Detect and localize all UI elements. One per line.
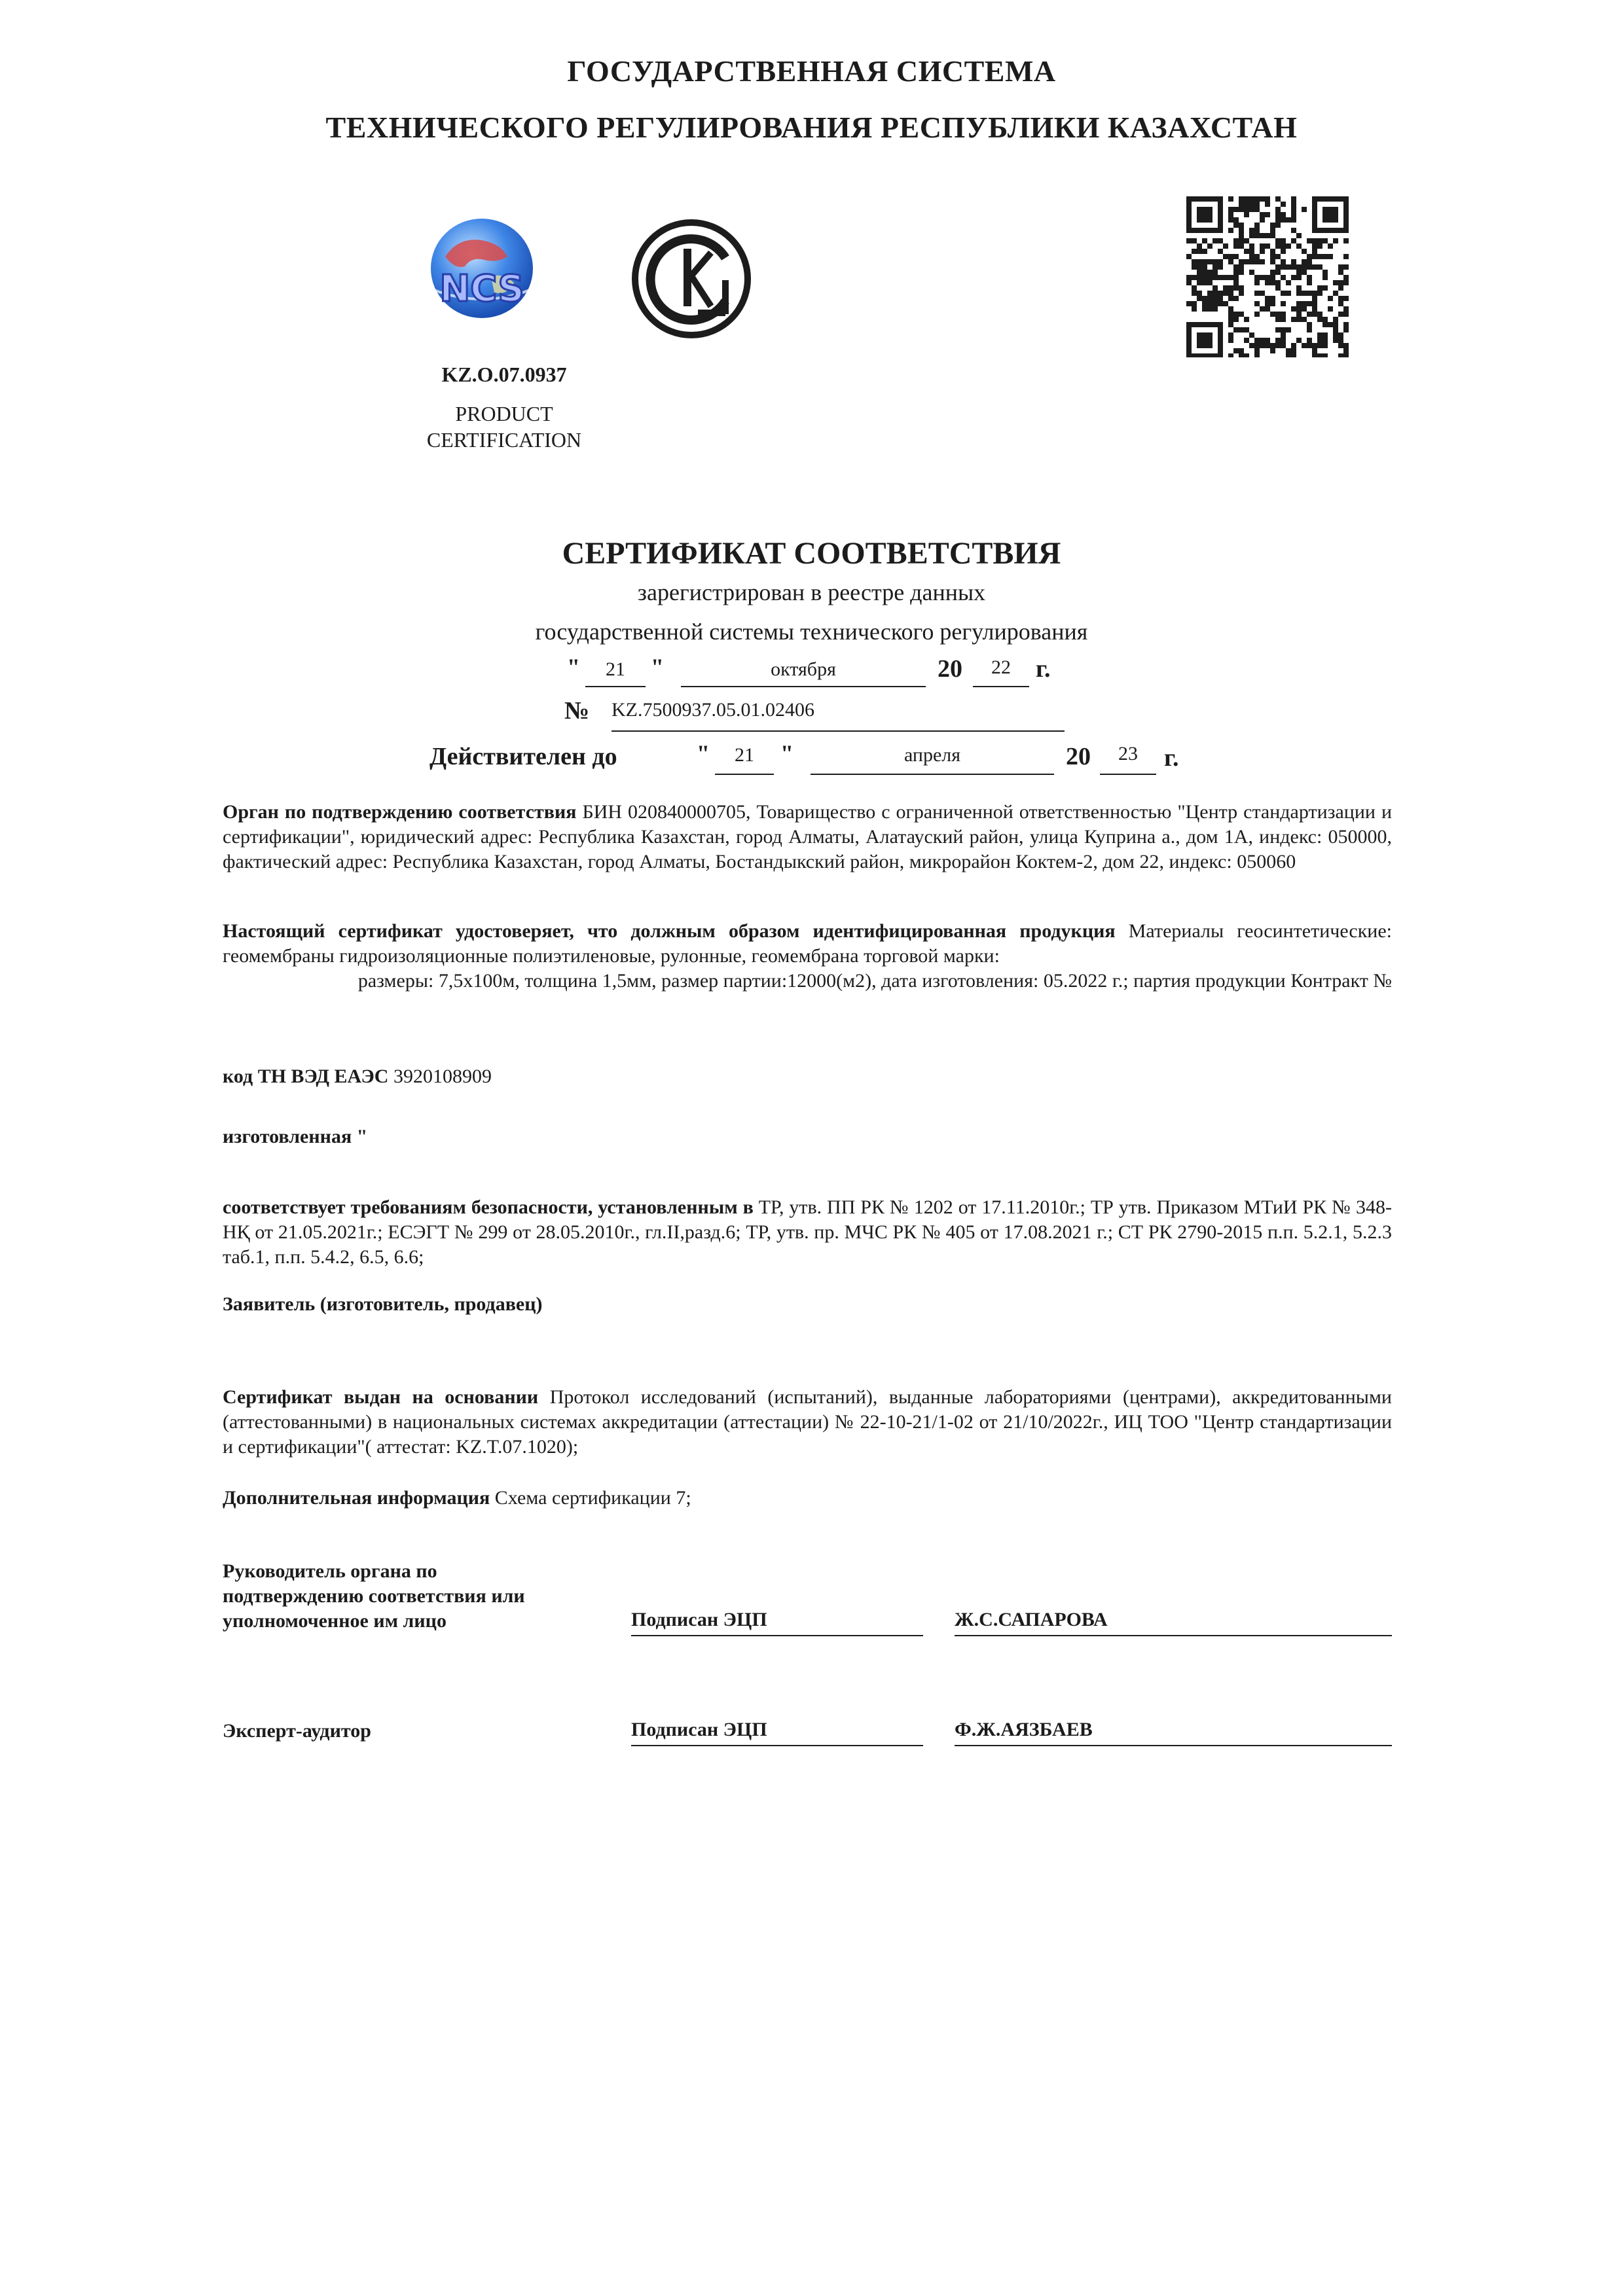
head-signature: Подписан ЭЦП: [631, 1609, 923, 1636]
conformity-paragraph: [223, 1195, 1392, 1270]
registered-line-2: государственной системы технического регулирования: [535, 619, 1088, 645]
globe-icon: [412, 217, 551, 329]
reg-month: октября: [681, 655, 926, 687]
certification-body-paragraph: [223, 800, 1392, 874]
product-text-2: размеры: 7,5х100м, толщина 1,5мм, размер партии:12000(м2), дата изготовления: 05.2022 г.; партия продукции Контракт №: [357, 970, 1392, 992]
valid-quote-open: ": [697, 740, 710, 766]
manufactured-label: изготовленная ": [223, 1126, 368, 1147]
basis-label: Сертификат выдан на основании: [223, 1386, 539, 1408]
head-name: Ж.С.САПАРОВА: [955, 1609, 1392, 1636]
product-paragraph: [223, 919, 1392, 969]
valid-month: апреля: [811, 741, 1054, 775]
certificate-number: KZ.7500937.05.01.02406: [611, 696, 1065, 732]
tn-value: 3920108909: [393, 1066, 492, 1087]
organ-text: БИН 020840000705, Товарищество с ограниченной ответственностью "Центр стандартизации и сертификации", юридический адрес: Республика Казахстан, город Алматы, Алатауский район, улица Куприна а., дом 1А, индекс: 050000, фактический адрес: Республика Казахстан, город Алматы, Бостандыкский район, микрорайон Коктем-2, дом 22, индекс: 050060: [223, 801, 1393, 872]
extra-text: Схема сертификации 7;: [494, 1487, 691, 1509]
reg-quote-close: ": [651, 654, 664, 680]
basis-text: Протокол исследований (испытаний), выданные лабораториями (центрами), аккредитованными (аттестованными) в национальных системах аккредитации (аттестации) № 22-10-21/1-02 от 21/10/2022г., ИЦ ТОО "Центр стандартизации и сертификации"( аттестат: KZ.T.07.1020);: [223, 1386, 1392, 1458]
expert-label: Эксперт-аудитор: [223, 1720, 371, 1742]
reg-year-g: г.: [1036, 655, 1051, 683]
expert-signature: Подписан ЭЦП: [631, 1719, 923, 1746]
reg-year-prefix: 20: [938, 655, 962, 683]
tn-label: код ТН ВЭД ЕАЭС: [223, 1066, 389, 1087]
valid-quote-close: ": [780, 740, 793, 766]
qr-code-icon: [1186, 196, 1349, 357]
seal-icon: [627, 215, 756, 343]
tn-ved-code: [223, 1064, 1392, 1089]
conforms-text: ТР, утв. ПП РК № 1202 от 17.11.2010г.; ТР утв. Приказом МТиИ РК № 348-НҚ от 21.05.2021г.; ЕСЭГТ № 299 от 28.05.2010г., гл.II,разд.6; ТР, утв. пр. МЧС РК № 405 от 17.08.2021 г.; СТ РК 2790-2015 п.п. 5.2.1, 5.2.3 таб.1, п.п. 5.4.2, 6.5, 6.6;: [223, 1196, 1392, 1268]
reg-day: 21: [585, 655, 646, 687]
valid-year-g: г.: [1164, 744, 1179, 772]
additional-info: [223, 1486, 1392, 1511]
valid-day: 21: [715, 741, 774, 775]
organ-label: Орган по подтверждению соответствия: [223, 801, 577, 823]
head-label-line-2: подтверждению соответствия или: [223, 1585, 525, 1607]
certification-label: CERTIFICATION: [426, 428, 582, 452]
head-label-line-3: уполномоченное им лицо: [223, 1610, 447, 1632]
valid-year-prefix: 20: [1066, 743, 1091, 770]
head-label-line-1: Руководитель органа по: [223, 1560, 437, 1582]
valid-label: Действителен до: [429, 743, 617, 770]
certificate-title: СЕРТИФИКАТ СООТВЕТСТВИЯ: [562, 536, 1061, 571]
header-line-1: ГОСУДАРСТВЕННАЯ СИСТЕМА: [567, 54, 1056, 88]
qr-code: [1186, 196, 1349, 357]
product-text-1: Материалы геосинтетические: геомембраны гидроизоляционные полиэтиленовые, рулонные, геомембрана торговой марки:: [223, 920, 1393, 967]
applicant: [223, 1292, 1392, 1317]
registration-code: KZ.O.07.0937: [441, 363, 567, 386]
kz-standard-seal: [627, 215, 756, 343]
header-line-2: ТЕХНИЧЕСКОГО РЕГУЛИРОВАНИЯ РЕСПУБЛИКИ КАЗАХСТАН: [325, 111, 1298, 144]
number-label: №: [564, 697, 590, 725]
product-label: PRODUCT: [455, 402, 553, 425]
manufactured-by: [223, 1124, 1392, 1149]
expert-name: Ф.Ж.АЯЗБАЕВ: [955, 1719, 1392, 1746]
extra-label: Дополнительная информация: [223, 1487, 490, 1509]
valid-year-suffix: 23: [1100, 741, 1156, 775]
ncs-logo: [412, 217, 551, 329]
product-paragraph-cont: [223, 969, 1392, 994]
head-signatory-label: [223, 1559, 525, 1634]
applicant-label: Заявитель (изготовитель, продавец): [223, 1293, 543, 1315]
basis-paragraph: [223, 1385, 1392, 1460]
product-label: Настоящий сертификат удостоверяет, что должным образом идентифицированная продукция: [223, 920, 1116, 942]
conforms-label: соответствует требованиям безопасности, установленным в: [223, 1196, 754, 1218]
registered-line-1: зарегистрирован в реестре данных: [637, 579, 986, 605]
ncs-logo-text: NCS: [439, 268, 524, 310]
reg-quote-open: ": [567, 654, 580, 680]
reg-year-suffix: 22: [973, 655, 1029, 687]
